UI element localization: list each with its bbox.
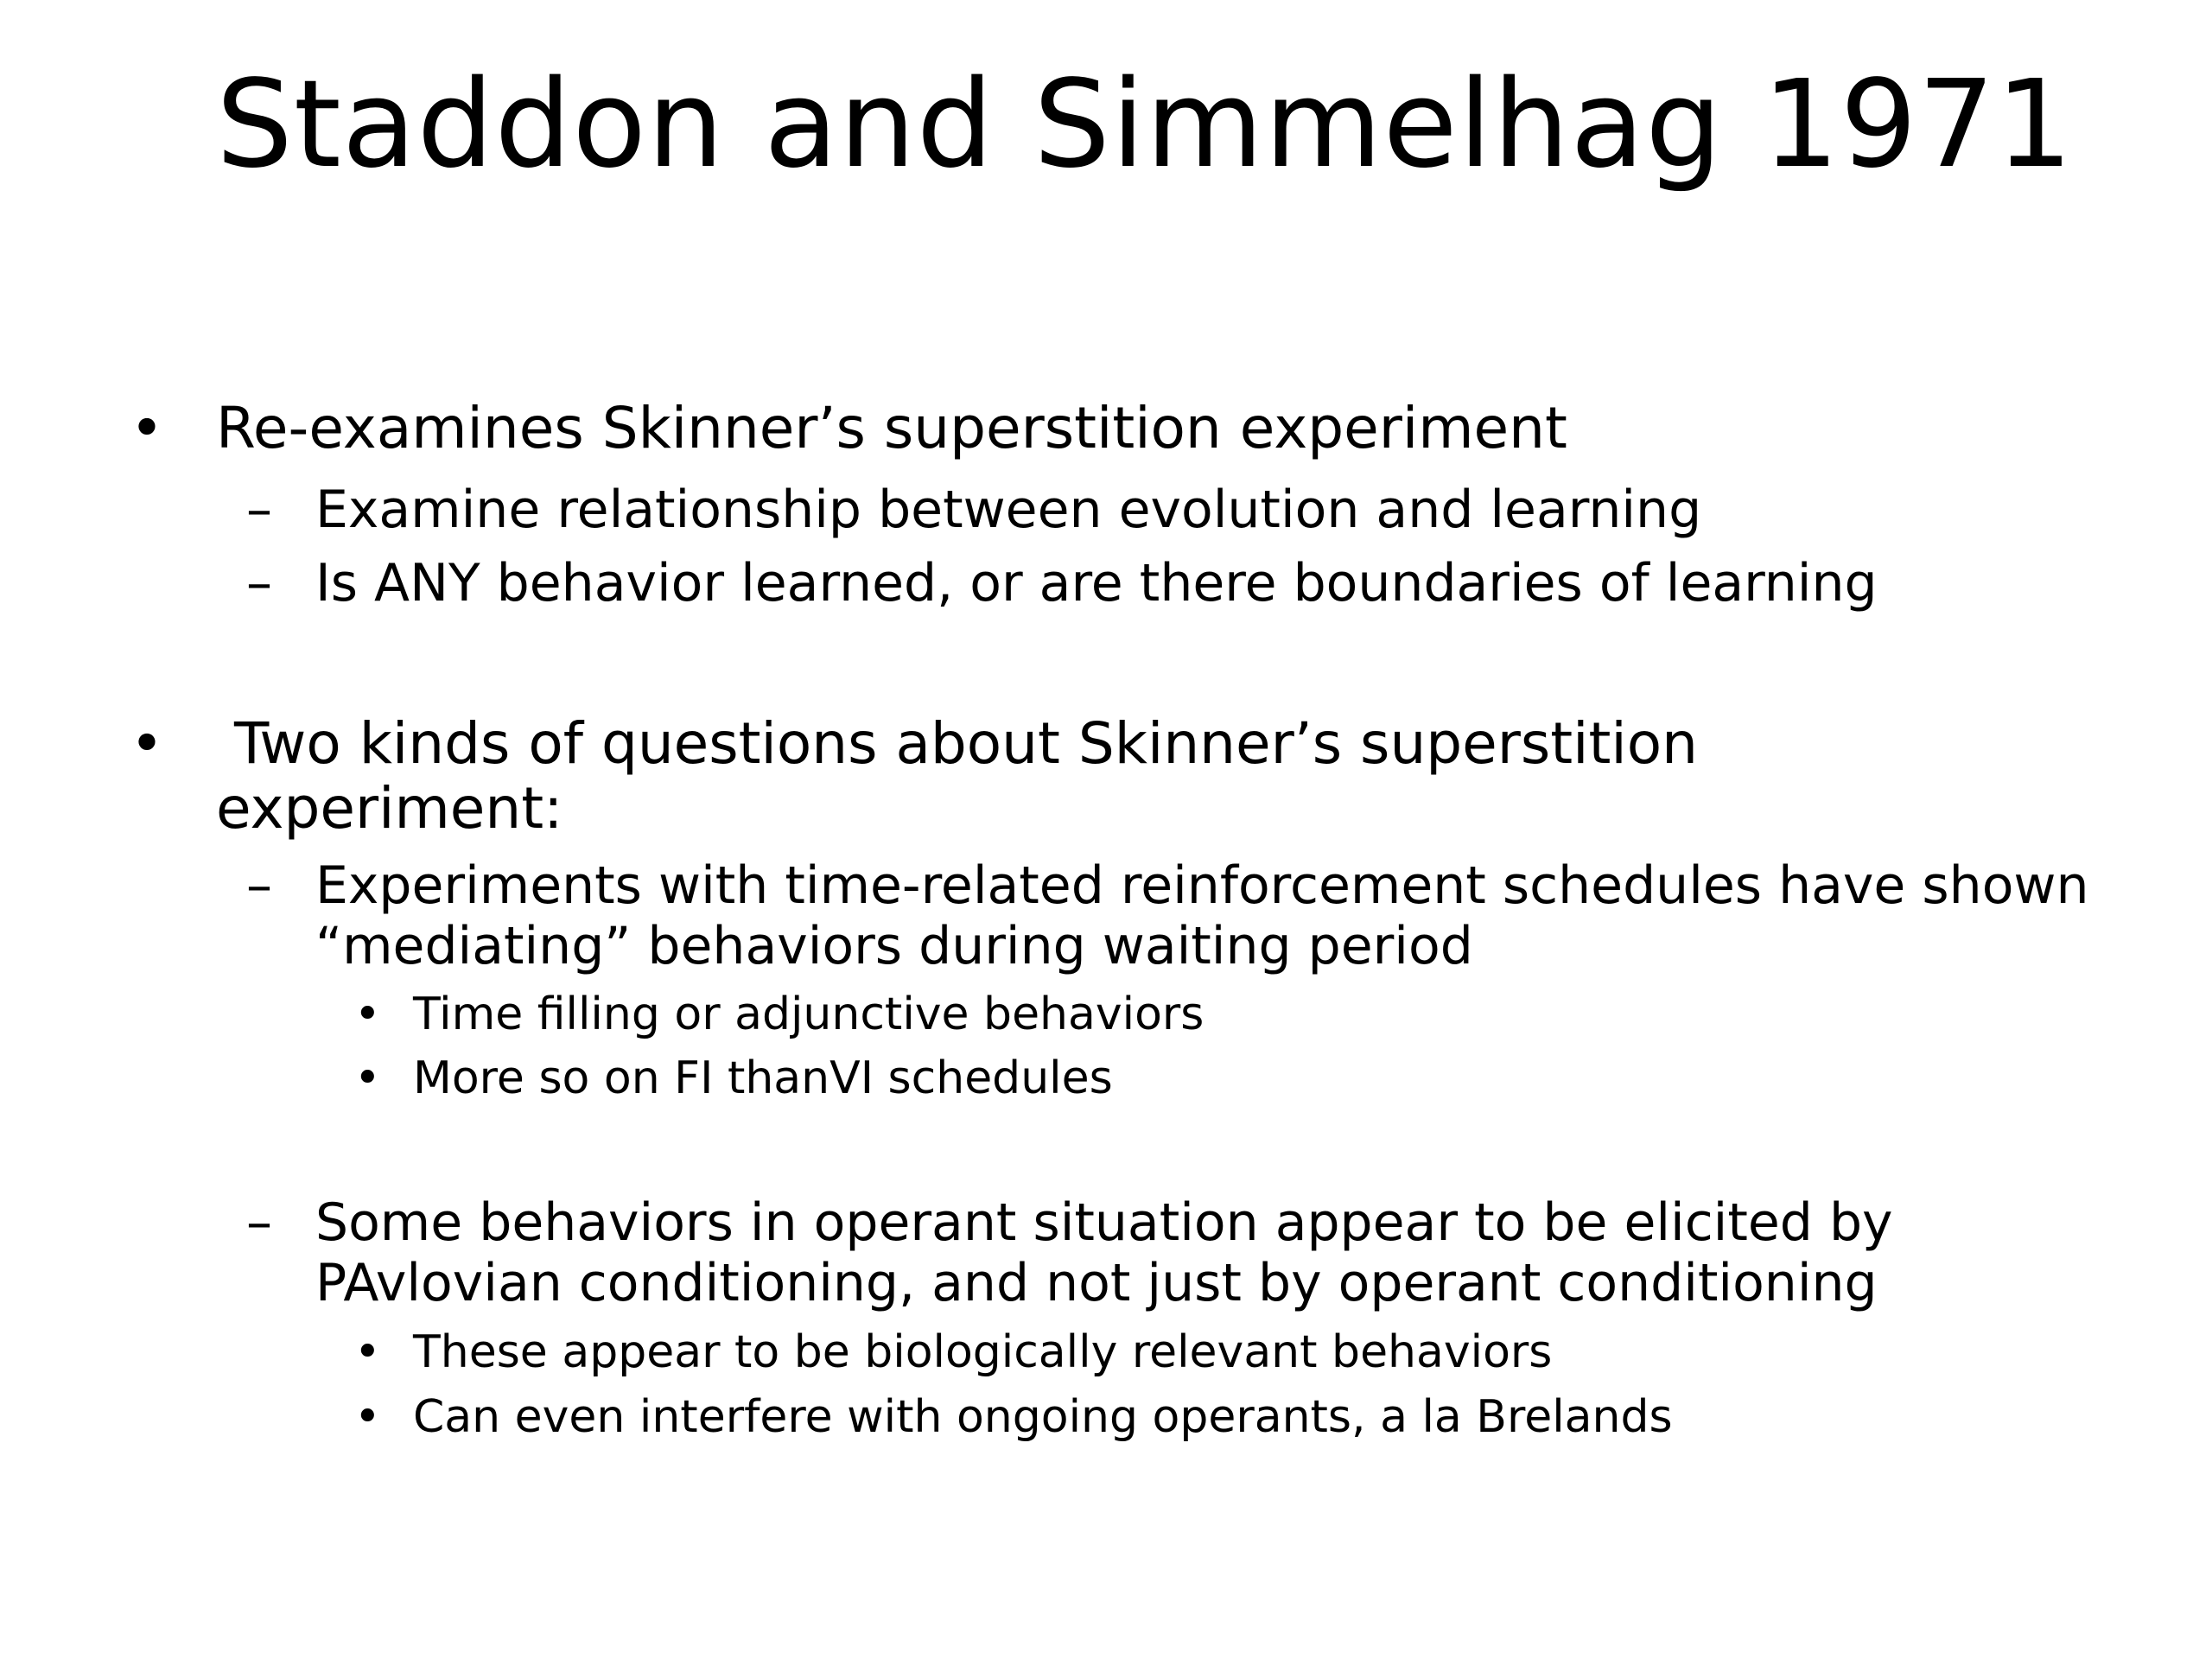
dash-marker: – [246,480,272,540]
sub-point-text: Is ANY behavior learned, or are there boundaries of learning [315,553,1878,613]
sub-sub-point-text: These appear to be biologically relevant behaviors [413,1326,1553,1378]
sub-sub-point-text: Time filling or adjunctive behaviors [413,988,1205,1040]
bullet-text: Re-examines Skinner’s superstition experiment [216,395,1567,461]
sub-point-text-line1: Some behaviors in operant situation appear to be elicited by [315,1192,1893,1253]
bullet-marker: • [354,1391,381,1443]
bullet-marker: • [130,395,164,461]
sub-sub-point-text: More so on FI thanVI schedules [413,1052,1113,1104]
dash-marker: – [246,1192,272,1253]
bullet-text-line2: experiment: [216,775,563,842]
bullet-text-line1: Two kinds of questions about Skinner’s superstition [216,710,1698,777]
sub-point-text-line2: PAvlovian conditioning, and not just by operant conditioning [315,1253,1878,1313]
bullet-marker: • [354,1052,381,1104]
sub-sub-point-text: Can even interfere with ongoing operants, a la Brelands [413,1391,1673,1443]
dash-marker: – [246,553,272,613]
bullet-marker: • [354,1326,381,1378]
bullet-marker: • [130,710,164,777]
dash-marker: – [246,855,272,916]
sub-point-text-line2: “mediating” behaviors during waiting period [315,916,1473,976]
sub-point-text: Examine relationship between evolution and learning [315,480,1702,540]
slide-title: Staddon and Simmelhag 1971 [216,54,2074,195]
bullet-marker: • [354,988,381,1040]
sub-point-text-line1: Experiments with time-related reinforcement schedules have shown [315,855,2089,916]
